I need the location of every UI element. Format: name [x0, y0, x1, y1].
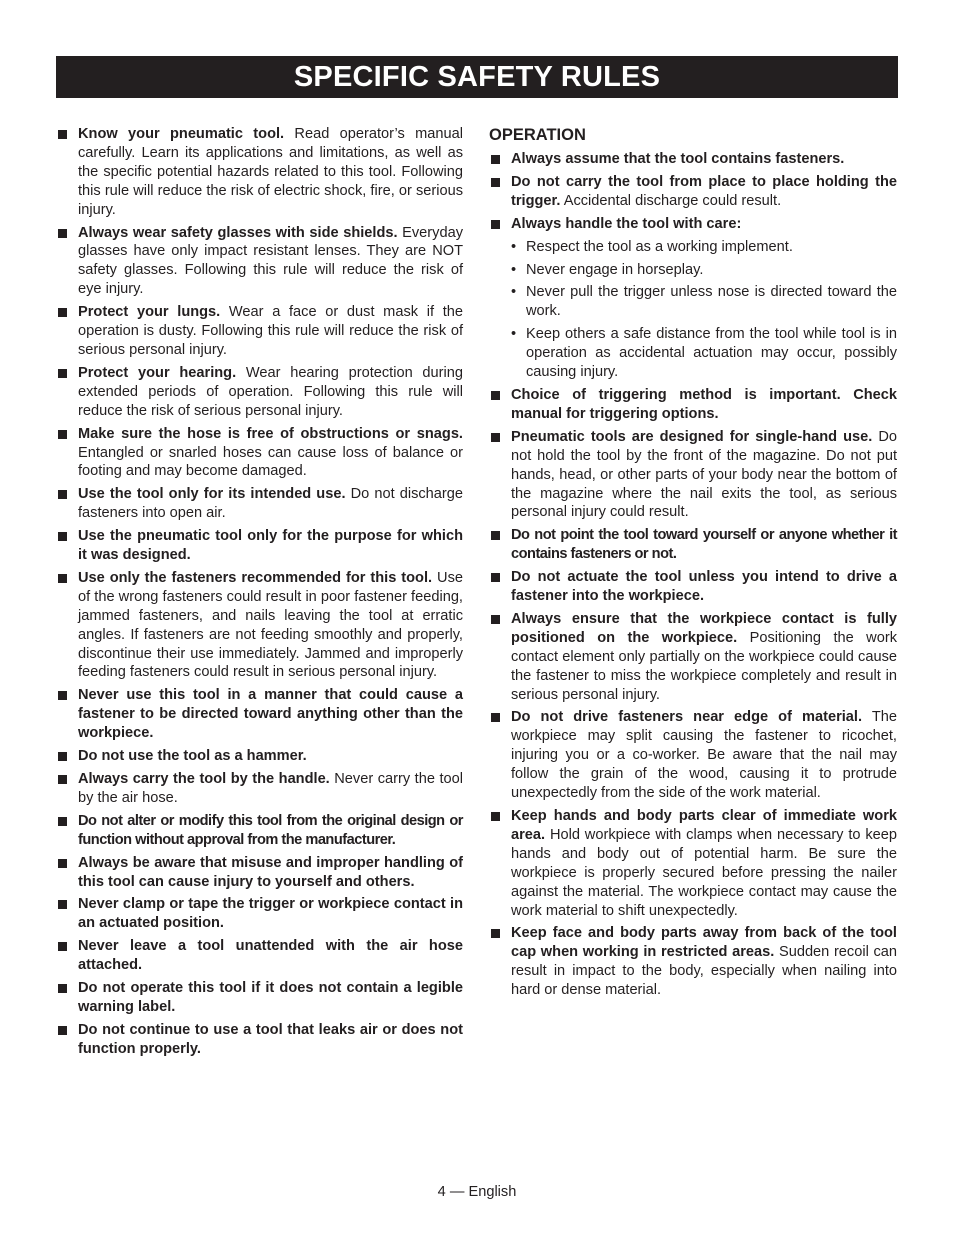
rule-lead: Always carry the tool by the handle.	[78, 771, 330, 787]
page-title: SPECIFIC SAFETY RULES	[56, 56, 898, 98]
rule-lead: Use the pneumatic tool only for the purpose for which it was designed.	[78, 528, 463, 564]
rule-item	[56, 895, 463, 933]
rule-text: The workpiece may split causing the fastener to ricochet, injuring you or a co-worker. Be aware that the nail may follow the grain of the wood, causing it to protrude unexpectedly from the side of the work material.	[511, 709, 897, 802]
rule-item	[56, 527, 463, 565]
rule-text: Read operator’s manual carefully. Learn its applications and limitations, as well as the specific potential hazards related to this tool. Following this rule will reduce the risk of electric shock, fire, or serious injury.	[78, 126, 463, 218]
rule-text: Entangled or snarled hoses can cause loss of balance or footing and may become damaged.	[78, 444, 463, 480]
sub-item: • Never engage in horseplay.	[511, 261, 897, 280]
rule-lead: Do not point the tool toward yourself or anyone whether it contains fasteners or not.	[511, 527, 897, 563]
rule-item	[56, 224, 463, 300]
rule-item	[56, 686, 463, 743]
rule-item	[56, 303, 463, 360]
general-rules-list	[56, 125, 463, 1059]
rule-item	[489, 568, 897, 606]
page-footer: 4 — English	[437, 1184, 517, 1200]
rule-item	[489, 924, 897, 1000]
rule-lead: Choice of triggering method is important. Check manual for triggering options.	[511, 386, 897, 422]
rule-lead: Always handle the tool with care:	[511, 215, 742, 232]
rule-item	[56, 854, 463, 892]
sub-item: • Never pull the trigger unless nose is directed toward the work.	[511, 283, 897, 321]
rule-item	[56, 425, 463, 482]
rule-lead: Use only the fasteners recommended for this tool.	[78, 569, 433, 586]
rule-text: Do not hold the tool by the front of the magazine. Do not put hands, head, or other parts of your body near the bottom of the magazine where the nail exits the tool, as serious personal injury could result.	[511, 428, 897, 521]
rule-lead: Do not use the tool as a hammer.	[78, 748, 307, 765]
rule-lead: Pneumatic tools are designed for single-hand use.	[511, 428, 873, 445]
rule-lead: Always be aware that misuse and improper handling of this tool can cause injury to yourself and others.	[78, 854, 463, 890]
rule-item	[489, 610, 897, 705]
rule-lead: Never clamp or tape the trigger or workpiece contact in an actuated position.	[78, 896, 463, 932]
rule-lead: Always ensure that the workpiece contact is fully positioned on the workpiece.	[511, 610, 897, 646]
rule-lead: Keep face and body parts away from back of the tool cap when working in restricted areas.	[511, 925, 897, 961]
rule-text: Positioning the work contact element only partially on the workpiece could cause the fastener to miss the workpiece completely and result in serious personal injury.	[511, 629, 897, 703]
rule-item	[489, 150, 897, 169]
rule-lead: Never use this tool in a manner that could cause a fastener to be directed toward anything other than the workpiece.	[78, 687, 463, 742]
rule-lead: Keep hands and body parts clear of immediate work area.	[511, 808, 897, 843]
rule-lead: Do not operate this tool if it does not contain a legible warning label.	[78, 980, 463, 1015]
rule-item	[489, 173, 897, 211]
rule-lead: Always assume that the tool contains fasteners.	[511, 151, 845, 167]
rule-item	[489, 386, 897, 424]
rule-lead: Do not continue to use a tool that leaks air or does not function properly.	[78, 1021, 463, 1057]
rule-item	[56, 747, 463, 766]
rule-lead: Use the tool only for its intended use.	[78, 486, 346, 503]
rule-text: Everyday glasses have only impact resistant lenses. They are NOT safety glasses. Following this rule will reduce the risk of eye injury.	[78, 224, 463, 298]
rule-lead: Do not carry the tool from place to place holding the trigger.	[511, 173, 897, 209]
rule-item	[489, 708, 897, 803]
operation-heading: OPERATION	[489, 126, 586, 144]
rule-text: Sudden recoil can result in impact to the body, especially when nailing into hard or dense material.	[511, 944, 897, 999]
rule-text: Wear hearing protection during extended periods of operation. Following this rule will reduce the risk of serious personal injury.	[78, 364, 464, 419]
rule-item	[56, 770, 463, 808]
rule-item	[489, 526, 897, 564]
rule-item	[489, 428, 897, 523]
rule-lead: Always wear safety glasses with side shields.	[78, 224, 398, 241]
rule-lead: Protect your hearing.	[78, 364, 237, 381]
sub-item: • Respect the tool as a working implement.	[511, 238, 897, 257]
rule-text: Accidental discharge could result.	[560, 192, 782, 209]
rule-item	[489, 807, 897, 920]
rule-item	[56, 569, 463, 682]
rule-item	[56, 812, 463, 850]
rule-item	[56, 979, 463, 1017]
rule-item	[56, 937, 463, 975]
rule-text: Never carry the tool by the air hose.	[78, 771, 463, 806]
rule-lead: Do not actuate the tool unless you intend to drive a fastener into the workpiece.	[511, 569, 897, 605]
left-column	[56, 125, 463, 1063]
rule-lead: Do not alter or modify this tool from the original design or function without approval from the manufacturer.	[78, 812, 463, 848]
rule-item	[56, 125, 463, 220]
rule-lead: Make sure the hose is free of obstructions or snags.	[78, 425, 463, 442]
rule-item	[56, 485, 463, 523]
rule-lead: Never leave a tool unattended with the air hose attached.	[78, 938, 463, 974]
rule-lead: Protect your lungs.	[78, 304, 221, 321]
rule-lead: Know your pneumatic tool.	[78, 126, 285, 142]
rule-lead: Do not drive fasteners near edge of material.	[511, 709, 863, 726]
right-column	[489, 125, 897, 1004]
operation-rules-list	[489, 150, 897, 1000]
rule-text: Use of the wrong fasteners could result in poor fastener feeding, jammed fasteners, and nails leaving the tool at erratic angles. If fasteners are not feeding smoothly and properly, discontinue their use immediately. Jammed and improperly feeding fasteners could result in serious personal injury.	[78, 569, 463, 681]
rule-item	[56, 364, 463, 421]
rule-text: Wear a face or dust mask if the operation is dusty. Following this rule will reduce the risk of serious personal injury.	[78, 304, 463, 358]
rule-item	[56, 1021, 463, 1059]
rule-text: Hold workpiece with clamps when necessary to keep hands and body out of potential harm. Be sure the workpiece is properly secured before pressing the nailer against the material. The workpiece contact may cause the work material to shift unexpectedly.	[511, 826, 897, 919]
rule-text: Do not discharge fasteners into open air.	[78, 486, 463, 522]
sub-item: • Keep others a safe distance from the tool while tool is in operation as accidental actuation may occur, possibly causing injury.	[511, 325, 897, 382]
rule-item	[489, 215, 897, 382]
handle-care-sublist	[511, 238, 897, 382]
